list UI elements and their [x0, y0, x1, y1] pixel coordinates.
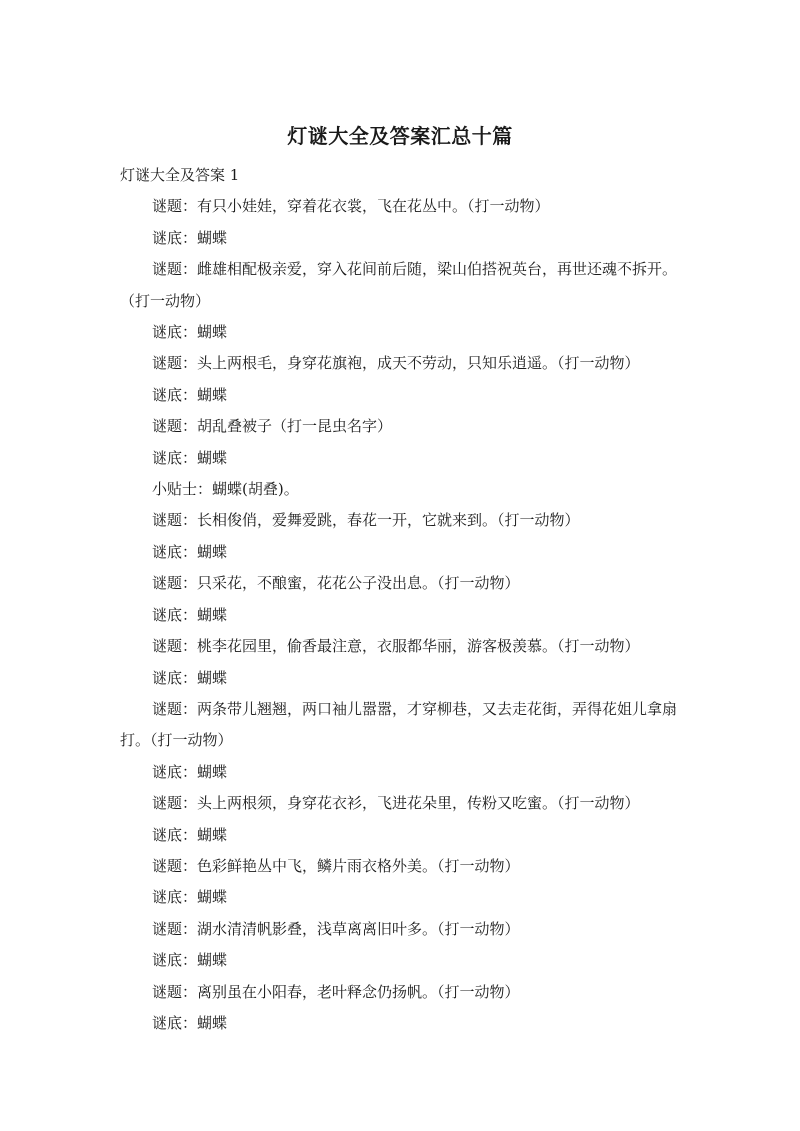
- riddle-answer: 谜底：蝴蝶: [152, 762, 228, 781]
- riddle-question: 谜题：只采花，不酿蜜，花花公子没出息。（打一动物）: [152, 574, 520, 593]
- riddle-question: 谜题：桃李花园里，偷香最注意，衣服都华丽，游客极羡慕。（打一动物）: [152, 637, 640, 656]
- riddle-answer: 谜底：蝴蝶: [152, 951, 228, 970]
- document-body: [120, 160, 682, 1039]
- riddle-answer: 谜底：蝴蝶: [152, 385, 228, 404]
- riddle-question: 谜题：湖水清清帆影叠，浅草离离旧叶多。（打一动物）: [152, 919, 520, 938]
- riddle-answer: 谜底：蝴蝶: [152, 605, 228, 624]
- riddle-question: 谜题：长相俊俏，爱舞爱跳，春花一开，它就来到。（打一动物）: [152, 511, 580, 530]
- riddle-answer: 谜底：蝴蝶: [152, 323, 228, 342]
- riddle-question: 谜题：头上两根毛，身穿花旗袍，成天不劳动，只知乐逍遥。（打一动物）: [152, 354, 640, 373]
- paragraph-list: [120, 191, 682, 1039]
- riddle-answer: 谜底：蝴蝶: [152, 1013, 228, 1032]
- riddle-answer: 谜底：蝴蝶: [152, 825, 228, 844]
- riddle-question: 谜题：头上两根须，身穿花衣衫，飞进花朵里，传粉又吃蜜。（打一动物）: [152, 794, 640, 813]
- document-title: 灯谜大全及答案汇总十篇: [287, 124, 513, 148]
- riddle-answer: 谜底：蝴蝶: [152, 542, 228, 561]
- riddle-question: 谜题：胡乱叠被子（打一昆虫名字）: [152, 417, 393, 436]
- riddle-question: 谜题：有只小娃娃，穿着花衣裳，飞在花丛中。（打一动物）: [152, 197, 550, 216]
- section-heading: 灯谜大全及答案 1: [120, 166, 240, 184]
- riddle-question: 谜题：两条带儿翘翘，两口袖儿嚣嚣，才穿柳巷，又去走花街，弄得花姐儿拿扇打。（打一动物）: [120, 699, 678, 750]
- riddle-answer: 谜底：蝴蝶: [152, 448, 228, 467]
- riddle-question: 谜题：色彩鲜艳丛中飞，鳞片雨衣格外美。（打一动物）: [152, 856, 520, 875]
- riddle-question: 谜题：离别虽在小阳春，老叶释念仍扬帆。（打一动物）: [152, 982, 520, 1001]
- riddle-answer: 谜底：蝴蝶: [152, 888, 228, 907]
- riddle-tip: 小贴士：蝴蝶(胡叠)。: [152, 480, 299, 499]
- riddle-answer: 谜底：蝴蝶: [152, 228, 228, 247]
- riddle-answer: 谜底：蝴蝶: [152, 668, 228, 687]
- riddle-question: 谜题：雌雄相配极亲爱，穿入花间前后随，梁山伯搭祝英台，再世还魂不拆开。（打一动物）: [120, 260, 678, 310]
